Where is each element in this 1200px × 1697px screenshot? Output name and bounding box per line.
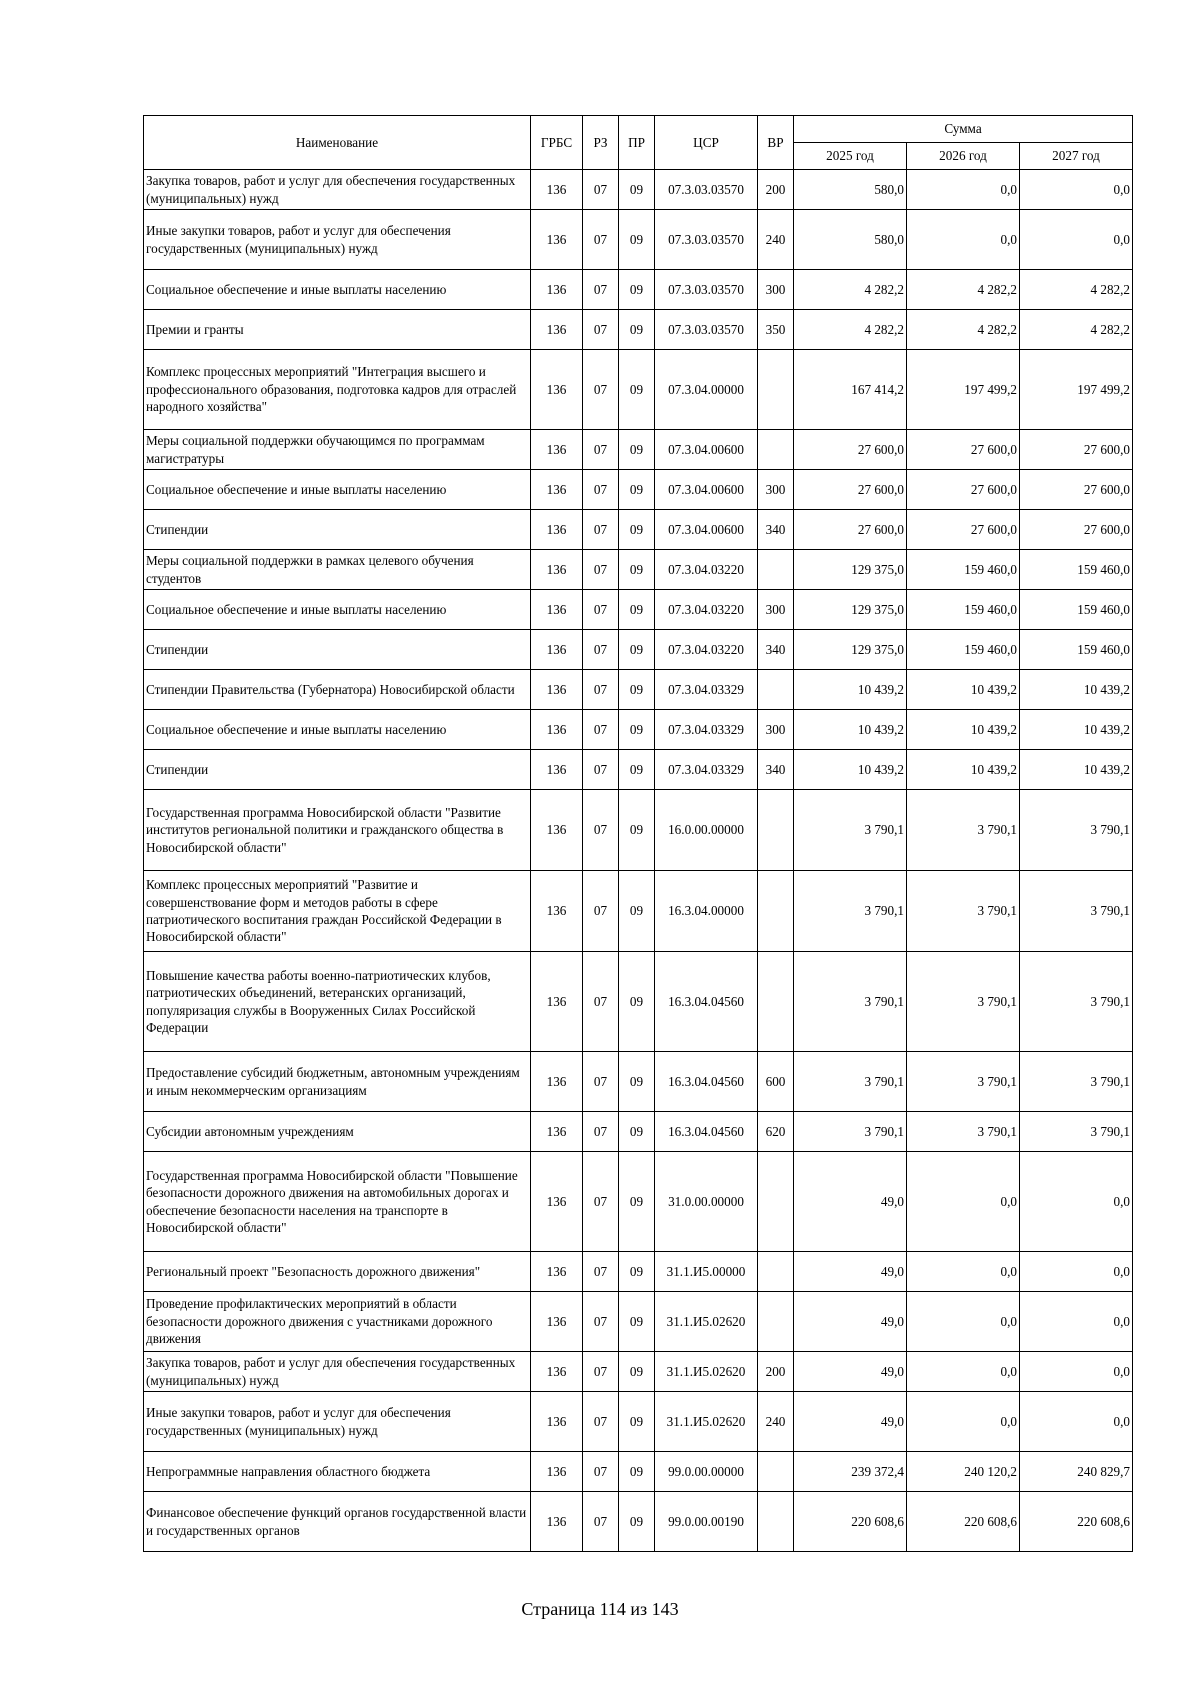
- cell-amount-2026: 10 439,2: [907, 670, 1020, 710]
- header-sum: Сумма: [794, 116, 1133, 143]
- cell-name: Премии и гранты: [144, 310, 531, 350]
- cell-amount-2025: 49,0: [794, 1352, 907, 1392]
- cell-amount-2027: 159 460,0: [1020, 550, 1133, 590]
- cell-vr: [758, 1152, 794, 1252]
- cell-csr: 07.3.04.00600: [655, 470, 758, 510]
- cell-csr: 99.0.00.00190: [655, 1492, 758, 1552]
- cell-rz: 07: [583, 1152, 619, 1252]
- cell-amount-2026: 10 439,2: [907, 750, 1020, 790]
- cell-amount-2025: 27 600,0: [794, 510, 907, 550]
- cell-csr: 16.0.00.00000: [655, 790, 758, 871]
- cell-name: Государственная программа Новосибирской области "Повышение безопасности дорожного движения на автомобильных дорогах и обеспечение безопасности населения на транспорте в Новосибирской области": [144, 1152, 531, 1252]
- cell-name: Стипендии: [144, 630, 531, 670]
- cell-rz: 07: [583, 1492, 619, 1552]
- cell-amount-2026: 240 120,2: [907, 1452, 1020, 1492]
- cell-amount-2025: 49,0: [794, 1152, 907, 1252]
- cell-name: Иные закупки товаров, работ и услуг для обеспечения государственных (муниципальных) нужд: [144, 1392, 531, 1452]
- table-row: [144, 270, 1133, 310]
- cell-name: Закупка товаров, работ и услуг для обеспечения государственных (муниципальных) нужд: [144, 1352, 531, 1392]
- cell-name: Предоставление субсидий бюджетным, автономным учреждениям и иным некоммерческим организациям: [144, 1052, 531, 1112]
- cell-amount-2027: 3 790,1: [1020, 1052, 1133, 1112]
- cell-amount-2026: 159 460,0: [907, 630, 1020, 670]
- cell-name: Непрограммные направления областного бюджета: [144, 1452, 531, 1492]
- cell-rz: 07: [583, 952, 619, 1052]
- cell-amount-2025: 3 790,1: [794, 952, 907, 1052]
- table-row: [144, 1152, 1133, 1252]
- cell-vr: [758, 790, 794, 871]
- cell-name: Стипендии: [144, 510, 531, 550]
- cell-vr: 240: [758, 210, 794, 270]
- cell-amount-2027: 10 439,2: [1020, 710, 1133, 750]
- cell-name: Социальное обеспечение и иные выплаты населению: [144, 470, 531, 510]
- cell-grbs: 136: [531, 1052, 583, 1112]
- header-year-2026: 2026 год: [907, 143, 1020, 170]
- cell-amount-2027: 3 790,1: [1020, 1112, 1133, 1152]
- header-vr: ВР: [758, 116, 794, 170]
- cell-csr: 07.3.04.03220: [655, 630, 758, 670]
- cell-rz: 07: [583, 430, 619, 470]
- cell-grbs: 136: [531, 350, 583, 430]
- cell-rz: 07: [583, 871, 619, 952]
- cell-csr: 07.3.04.03329: [655, 670, 758, 710]
- cell-rz: 07: [583, 510, 619, 550]
- table-row: [144, 350, 1133, 430]
- cell-amount-2025: 4 282,2: [794, 270, 907, 310]
- cell-amount-2026: 0,0: [907, 1292, 1020, 1352]
- table-row: [144, 550, 1133, 590]
- table-row: [144, 430, 1133, 470]
- cell-amount-2027: 4 282,2: [1020, 270, 1133, 310]
- cell-amount-2027: 0,0: [1020, 210, 1133, 270]
- cell-rz: 07: [583, 750, 619, 790]
- cell-grbs: 136: [531, 630, 583, 670]
- cell-pr: 09: [619, 1292, 655, 1352]
- cell-csr: 16.3.04.04560: [655, 952, 758, 1052]
- table-row: [144, 590, 1133, 630]
- cell-amount-2025: 3 790,1: [794, 790, 907, 871]
- cell-amount-2025: 3 790,1: [794, 1112, 907, 1152]
- table-row: [144, 1112, 1133, 1152]
- table-row: [144, 210, 1133, 270]
- cell-vr: [758, 350, 794, 430]
- cell-amount-2025: 10 439,2: [794, 710, 907, 750]
- cell-pr: 09: [619, 170, 655, 210]
- cell-csr: 07.3.04.03329: [655, 750, 758, 790]
- cell-grbs: 136: [531, 670, 583, 710]
- cell-name: Социальное обеспечение и иные выплаты населению: [144, 270, 531, 310]
- cell-grbs: 136: [531, 590, 583, 630]
- cell-vr: 600: [758, 1052, 794, 1112]
- table-row: [144, 630, 1133, 670]
- cell-vr: 350: [758, 310, 794, 350]
- table-row: [144, 310, 1133, 350]
- header-rz: РЗ: [583, 116, 619, 170]
- cell-grbs: 136: [531, 952, 583, 1052]
- table-row: [144, 1492, 1133, 1552]
- table-row: [144, 790, 1133, 871]
- cell-amount-2027: 3 790,1: [1020, 871, 1133, 952]
- cell-grbs: 136: [531, 510, 583, 550]
- cell-csr: 16.3.04.00000: [655, 871, 758, 952]
- cell-vr: 200: [758, 170, 794, 210]
- cell-amount-2025: 49,0: [794, 1292, 907, 1352]
- cell-vr: 620: [758, 1112, 794, 1152]
- cell-pr: 09: [619, 1452, 655, 1492]
- cell-csr: 07.3.04.00600: [655, 430, 758, 470]
- cell-rz: 07: [583, 670, 619, 710]
- cell-grbs: 136: [531, 1112, 583, 1152]
- cell-rz: 07: [583, 210, 619, 270]
- cell-amount-2027: 159 460,0: [1020, 590, 1133, 630]
- cell-rz: 07: [583, 1052, 619, 1112]
- table-row: [144, 470, 1133, 510]
- cell-name: Закупка товаров, работ и услуг для обеспечения государственных (муниципальных) нужд: [144, 170, 531, 210]
- cell-amount-2026: 0,0: [907, 170, 1020, 210]
- cell-pr: 09: [619, 750, 655, 790]
- cell-csr: 07.3.04.00000: [655, 350, 758, 430]
- cell-amount-2027: 0,0: [1020, 170, 1133, 210]
- cell-pr: 09: [619, 1352, 655, 1392]
- cell-amount-2025: 27 600,0: [794, 470, 907, 510]
- table-row: [144, 871, 1133, 952]
- cell-csr: 99.0.00.00000: [655, 1452, 758, 1492]
- cell-amount-2026: 27 600,0: [907, 470, 1020, 510]
- cell-vr: [758, 430, 794, 470]
- cell-amount-2027: 27 600,0: [1020, 430, 1133, 470]
- cell-amount-2026: 3 790,1: [907, 871, 1020, 952]
- cell-pr: 09: [619, 790, 655, 871]
- cell-rz: 07: [583, 1452, 619, 1492]
- cell-name: Комплекс процессных мероприятий "Развитие и совершенствование форм и методов работы в сфере патриотического воспитания граждан Российской Федерации в Новосибирской области": [144, 871, 531, 952]
- cell-amount-2026: 10 439,2: [907, 710, 1020, 750]
- cell-amount-2026: 159 460,0: [907, 590, 1020, 630]
- cell-name: Финансовое обеспечение функций органов государственной власти и государственных органов: [144, 1492, 531, 1552]
- cell-csr: 07.3.04.03220: [655, 550, 758, 590]
- table-row: [144, 952, 1133, 1052]
- cell-grbs: 136: [531, 1352, 583, 1392]
- cell-grbs: 136: [531, 1392, 583, 1452]
- cell-amount-2025: 239 372,4: [794, 1452, 907, 1492]
- cell-rz: 07: [583, 1352, 619, 1392]
- cell-amount-2026: 0,0: [907, 1392, 1020, 1452]
- cell-csr: 31.1.И5.02620: [655, 1392, 758, 1452]
- cell-rz: 07: [583, 630, 619, 670]
- cell-vr: [758, 952, 794, 1052]
- header-pr: ПР: [619, 116, 655, 170]
- cell-amount-2026: 0,0: [907, 210, 1020, 270]
- cell-amount-2026: 0,0: [907, 1352, 1020, 1392]
- cell-amount-2025: 129 375,0: [794, 630, 907, 670]
- cell-csr: 31.1.И5.02620: [655, 1292, 758, 1352]
- cell-grbs: 136: [531, 1492, 583, 1552]
- cell-name: Социальное обеспечение и иные выплаты населению: [144, 590, 531, 630]
- cell-vr: 340: [758, 510, 794, 550]
- cell-amount-2026: 197 499,2: [907, 350, 1020, 430]
- cell-vr: [758, 670, 794, 710]
- cell-amount-2025: 220 608,6: [794, 1492, 907, 1552]
- cell-amount-2025: 27 600,0: [794, 430, 907, 470]
- cell-pr: 09: [619, 350, 655, 430]
- cell-pr: 09: [619, 430, 655, 470]
- cell-name: Социальное обеспечение и иные выплаты населению: [144, 710, 531, 750]
- cell-rz: 07: [583, 310, 619, 350]
- budget-table: [143, 115, 1133, 1552]
- cell-amount-2026: 4 282,2: [907, 310, 1020, 350]
- cell-name: Проведение профилактических мероприятий в области безопасности дорожного движения с участниками дорожного движения: [144, 1292, 531, 1352]
- cell-vr: [758, 871, 794, 952]
- cell-csr: 07.3.03.03570: [655, 310, 758, 350]
- cell-grbs: 136: [531, 1292, 583, 1352]
- cell-vr: 240: [758, 1392, 794, 1452]
- cell-rz: 07: [583, 1292, 619, 1352]
- cell-amount-2026: 27 600,0: [907, 430, 1020, 470]
- cell-name: Иные закупки товаров, работ и услуг для обеспечения государственных (муниципальных) нужд: [144, 210, 531, 270]
- cell-pr: 09: [619, 210, 655, 270]
- table-row: [144, 510, 1133, 550]
- cell-pr: 09: [619, 510, 655, 550]
- cell-amount-2025: 4 282,2: [794, 310, 907, 350]
- cell-amount-2027: 3 790,1: [1020, 952, 1133, 1052]
- header-name: Наименование: [144, 116, 531, 170]
- cell-amount-2026: 27 600,0: [907, 510, 1020, 550]
- cell-csr: 07.3.04.03220: [655, 590, 758, 630]
- cell-rz: 07: [583, 590, 619, 630]
- cell-grbs: 136: [531, 750, 583, 790]
- cell-vr: [758, 550, 794, 590]
- cell-amount-2025: 10 439,2: [794, 670, 907, 710]
- cell-rz: 07: [583, 270, 619, 310]
- cell-amount-2027: 3 790,1: [1020, 790, 1133, 871]
- cell-amount-2027: 0,0: [1020, 1252, 1133, 1292]
- table-row: [144, 1052, 1133, 1112]
- cell-amount-2026: 3 790,1: [907, 1052, 1020, 1112]
- cell-name: Комплекс процессных мероприятий "Интеграция высшего и профессионального образования, подготовка кадров для отраслей народного хозяйства": [144, 350, 531, 430]
- cell-pr: 09: [619, 630, 655, 670]
- cell-vr: 340: [758, 750, 794, 790]
- cell-vr: 300: [758, 470, 794, 510]
- cell-csr: 07.3.03.03570: [655, 210, 758, 270]
- cell-name: Меры социальной поддержки в рамках целевого обучения студентов: [144, 550, 531, 590]
- cell-grbs: 136: [531, 790, 583, 871]
- cell-amount-2027: 240 829,7: [1020, 1452, 1133, 1492]
- cell-grbs: 136: [531, 270, 583, 310]
- cell-rz: 07: [583, 1112, 619, 1152]
- table-row: [144, 1292, 1133, 1352]
- cell-grbs: 136: [531, 871, 583, 952]
- table-row: [144, 170, 1133, 210]
- cell-amount-2027: 27 600,0: [1020, 510, 1133, 550]
- cell-csr: 07.3.04.03329: [655, 710, 758, 750]
- cell-amount-2025: 49,0: [794, 1392, 907, 1452]
- cell-amount-2027: 10 439,2: [1020, 670, 1133, 710]
- page-number: Страница 114 из 143: [521, 1599, 679, 1619]
- cell-name: Меры социальной поддержки обучающимся по программам магистратуры: [144, 430, 531, 470]
- cell-vr: [758, 1292, 794, 1352]
- cell-rz: 07: [583, 170, 619, 210]
- cell-amount-2025: 167 414,2: [794, 350, 907, 430]
- cell-vr: 300: [758, 710, 794, 750]
- cell-rz: 07: [583, 790, 619, 871]
- cell-grbs: 136: [531, 550, 583, 590]
- cell-name: Стипендии Правительства (Губернатора) Новосибирской области: [144, 670, 531, 710]
- cell-amount-2025: 3 790,1: [794, 1052, 907, 1112]
- cell-amount-2026: 3 790,1: [907, 1112, 1020, 1152]
- cell-amount-2026: 0,0: [907, 1252, 1020, 1292]
- cell-pr: 09: [619, 670, 655, 710]
- cell-csr: 07.3.03.03570: [655, 170, 758, 210]
- cell-csr: 31.0.00.00000: [655, 1152, 758, 1252]
- cell-amount-2027: 0,0: [1020, 1292, 1133, 1352]
- cell-vr: 300: [758, 590, 794, 630]
- cell-amount-2027: 197 499,2: [1020, 350, 1133, 430]
- cell-name: Региональный проект "Безопасность дорожного движения": [144, 1252, 531, 1292]
- cell-vr: [758, 1492, 794, 1552]
- cell-amount-2027: 0,0: [1020, 1152, 1133, 1252]
- cell-amount-2027: 220 608,6: [1020, 1492, 1133, 1552]
- cell-grbs: 136: [531, 310, 583, 350]
- cell-vr: 200: [758, 1352, 794, 1392]
- cell-rz: 07: [583, 550, 619, 590]
- cell-amount-2026: 3 790,1: [907, 952, 1020, 1052]
- cell-amount-2025: 129 375,0: [794, 550, 907, 590]
- cell-amount-2025: 49,0: [794, 1252, 907, 1292]
- cell-grbs: 136: [531, 1452, 583, 1492]
- table-row: [144, 1252, 1133, 1292]
- table-row: [144, 1452, 1133, 1492]
- cell-amount-2027: 27 600,0: [1020, 470, 1133, 510]
- table-body: [144, 170, 1133, 1552]
- cell-grbs: 136: [531, 170, 583, 210]
- cell-grbs: 136: [531, 1252, 583, 1292]
- cell-amount-2027: 0,0: [1020, 1352, 1133, 1392]
- table-row: [144, 1392, 1133, 1452]
- cell-rz: 07: [583, 710, 619, 750]
- cell-amount-2027: 4 282,2: [1020, 310, 1133, 350]
- cell-pr: 09: [619, 470, 655, 510]
- cell-amount-2026: 3 790,1: [907, 790, 1020, 871]
- cell-rz: 07: [583, 1392, 619, 1452]
- cell-grbs: 136: [531, 1152, 583, 1252]
- cell-rz: 07: [583, 470, 619, 510]
- cell-amount-2026: 220 608,6: [907, 1492, 1020, 1552]
- cell-name: Повышение качества работы военно-патриотических клубов, патриотических объединений, ветеранских организаций, популяризация службы в Вооруженных Силах Российской Федерации: [144, 952, 531, 1052]
- cell-grbs: 136: [531, 430, 583, 470]
- cell-name: Государственная программа Новосибирской области "Развитие институтов региональной политики и гражданского общества в Новосибирской области": [144, 790, 531, 871]
- header-csr: ЦСР: [655, 116, 758, 170]
- cell-amount-2027: 159 460,0: [1020, 630, 1133, 670]
- cell-pr: 09: [619, 590, 655, 630]
- table-header: [144, 116, 1133, 170]
- cell-vr: 300: [758, 270, 794, 310]
- cell-amount-2026: 159 460,0: [907, 550, 1020, 590]
- cell-pr: 09: [619, 270, 655, 310]
- cell-csr: 07.3.04.00600: [655, 510, 758, 550]
- table-row: [144, 710, 1133, 750]
- cell-vr: 340: [758, 630, 794, 670]
- cell-amount-2026: 0,0: [907, 1152, 1020, 1252]
- cell-grbs: 136: [531, 710, 583, 750]
- cell-grbs: 136: [531, 470, 583, 510]
- cell-pr: 09: [619, 1252, 655, 1292]
- cell-amount-2025: 3 790,1: [794, 871, 907, 952]
- table-row: [144, 670, 1133, 710]
- cell-pr: 09: [619, 550, 655, 590]
- cell-pr: 09: [619, 310, 655, 350]
- table-row: [144, 1352, 1133, 1392]
- header-grbs: ГРБС: [531, 116, 583, 170]
- cell-vr: [758, 1252, 794, 1292]
- cell-amount-2027: 10 439,2: [1020, 750, 1133, 790]
- cell-csr: 16.3.04.04560: [655, 1112, 758, 1152]
- cell-amount-2025: 580,0: [794, 170, 907, 210]
- cell-pr: 09: [619, 1152, 655, 1252]
- table-row: [144, 750, 1133, 790]
- cell-pr: 09: [619, 1392, 655, 1452]
- cell-amount-2025: 10 439,2: [794, 750, 907, 790]
- cell-amount-2025: 129 375,0: [794, 590, 907, 630]
- cell-amount-2025: 580,0: [794, 210, 907, 270]
- header-year-2025: 2025 год: [794, 143, 907, 170]
- cell-rz: 07: [583, 1252, 619, 1292]
- cell-name: Субсидии автономным учреждениям: [144, 1112, 531, 1152]
- cell-pr: 09: [619, 1492, 655, 1552]
- cell-name: Стипендии: [144, 750, 531, 790]
- cell-csr: 16.3.04.04560: [655, 1052, 758, 1112]
- cell-pr: 09: [619, 710, 655, 750]
- cell-vr: [758, 1452, 794, 1492]
- cell-amount-2026: 4 282,2: [907, 270, 1020, 310]
- header-year-2027: 2027 год: [1020, 143, 1133, 170]
- cell-pr: 09: [619, 1052, 655, 1112]
- cell-csr: 31.1.И5.02620: [655, 1352, 758, 1392]
- cell-pr: 09: [619, 1112, 655, 1152]
- cell-csr: 07.3.03.03570: [655, 270, 758, 310]
- cell-amount-2027: 0,0: [1020, 1392, 1133, 1452]
- cell-grbs: 136: [531, 210, 583, 270]
- cell-csr: 31.1.И5.00000: [655, 1252, 758, 1292]
- cell-pr: 09: [619, 871, 655, 952]
- cell-pr: 09: [619, 952, 655, 1052]
- cell-rz: 07: [583, 350, 619, 430]
